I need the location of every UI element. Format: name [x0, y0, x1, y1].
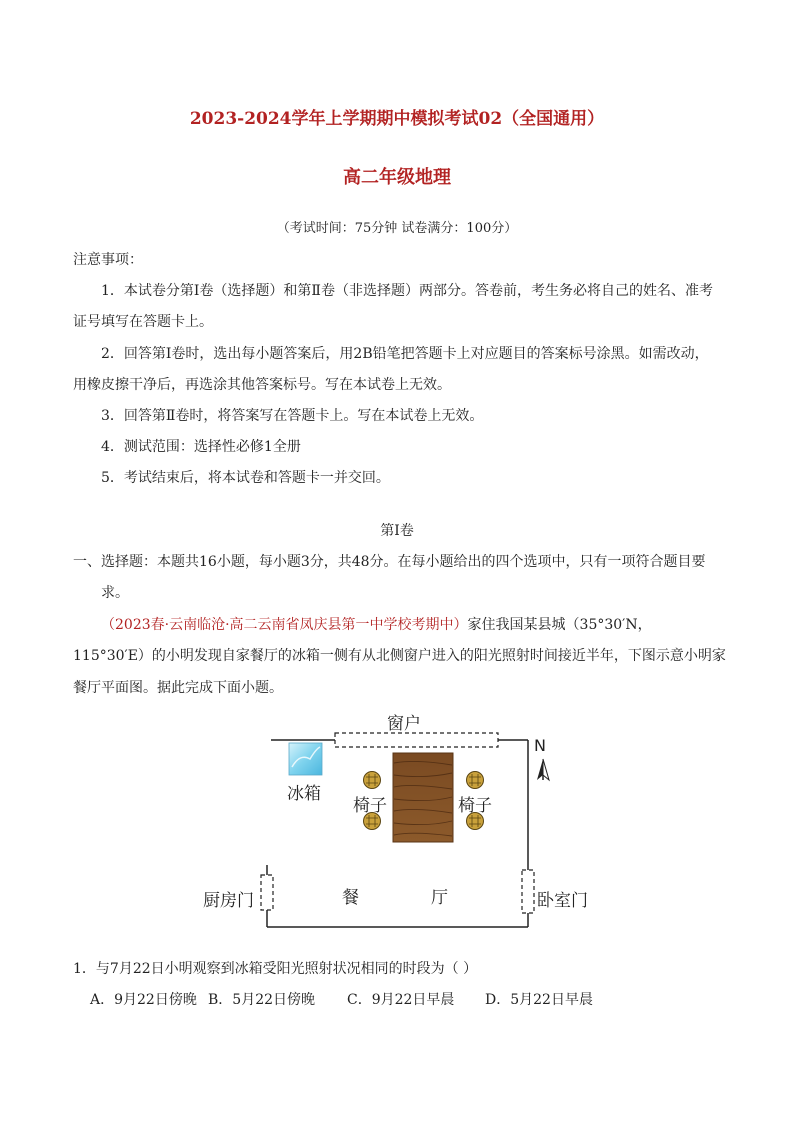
page-subtitle: 高二年级地理 [343, 167, 451, 188]
notice-item-2-line-1: 2．回答第Ⅰ卷时，选出每小题答案后，用2B铅笔把答题卡上对应题目的答案标号涂黑。如需改动， [101, 346, 709, 362]
question-1-option-d: D．5月22日早晨 [485, 992, 593, 1008]
passage-line-3: 餐厅平面图。据此完成下面小题。 [73, 680, 283, 696]
kitchen-door-shape [261, 875, 273, 910]
window-shape [335, 733, 498, 747]
question-1-stem: 1．与7月22日小明观察到冰箱受阳光照射状况相同的时段为（ ） [73, 961, 478, 977]
fridge-shape [289, 743, 322, 775]
passage-line-1-text: 家住我国某县城（35°30′N， [467, 617, 652, 633]
chair-right-top [467, 772, 484, 789]
section-intro-line-1: 一、选择题：本题共16小题，每小题3分，共48分。在每小题给出的四个选项中，只有一项符合题目要 [73, 554, 706, 570]
north-arrow-icon [537, 759, 549, 780]
question-1-option-c: C．9月22日早晨 [347, 992, 455, 1008]
chair-left-label: 椅子 [353, 796, 387, 816]
bedroom-door-label: 卧室门 [537, 891, 588, 911]
north-label: N [534, 736, 546, 755]
passage-line-2: 115°30′E）的小明发现自家餐厅的冰箱一侧有从北侧窗户进入的阳光照射时间接近半年，下图示意小明家 [73, 648, 726, 664]
section-title: 第Ⅰ卷 [380, 523, 414, 539]
exam-info: （考试时间：75分钟 试卷满分：100分） [276, 221, 518, 236]
notice-item-5: 5．考试结束后，将本试卷和答题卡一并交回。 [101, 470, 390, 486]
kitchen-door-label: 厨房门 [203, 891, 254, 911]
notice-item-1-line-1: 1．本试卷分第Ⅰ卷（选择题）和第Ⅱ卷（非选择题）两部分。答卷前，考生务必将自己的姓名、准考 [101, 283, 713, 299]
window-label: 窗户 [387, 714, 421, 734]
notice-item-4: 4．测试范围：选择性必修1全册 [101, 439, 301, 455]
chair-left-top [364, 772, 381, 789]
notice-heading: 注意事项： [73, 252, 143, 268]
question-1-option-a: A．9月22日傍晚 [90, 992, 197, 1008]
bedroom-door-shape [522, 870, 534, 913]
notice-item-2-line-2: 用橡皮擦干净后，再选涂其他答案标号。写在本试卷上无效。 [73, 377, 451, 393]
chair-right-label: 椅子 [458, 796, 492, 816]
dining-label-1: 餐 [342, 888, 359, 908]
page-title: 2023-2024学年上学期期中模拟考试02（全国通用） [189, 109, 605, 129]
dining-label-2: 厅 [431, 888, 448, 908]
question-source: （2023春·云南临沧·高二云南省凤庆县第一中学校考期中） [101, 617, 468, 633]
floor-plan-figure [200, 705, 600, 935]
table-shape [393, 753, 453, 842]
passage-line-1 [101, 614, 652, 634]
fridge-label: 冰箱 [287, 784, 321, 804]
notice-item-1-line-2: 证号填写在答题卡上。 [73, 314, 213, 330]
question-1-option-b: B．5月22日傍晚 [208, 992, 316, 1008]
notice-item-3: 3．回答第Ⅱ卷时，将答案写在答题卡上。写在本试卷上无效。 [101, 408, 484, 424]
section-intro-line-2: 求。 [101, 585, 129, 601]
